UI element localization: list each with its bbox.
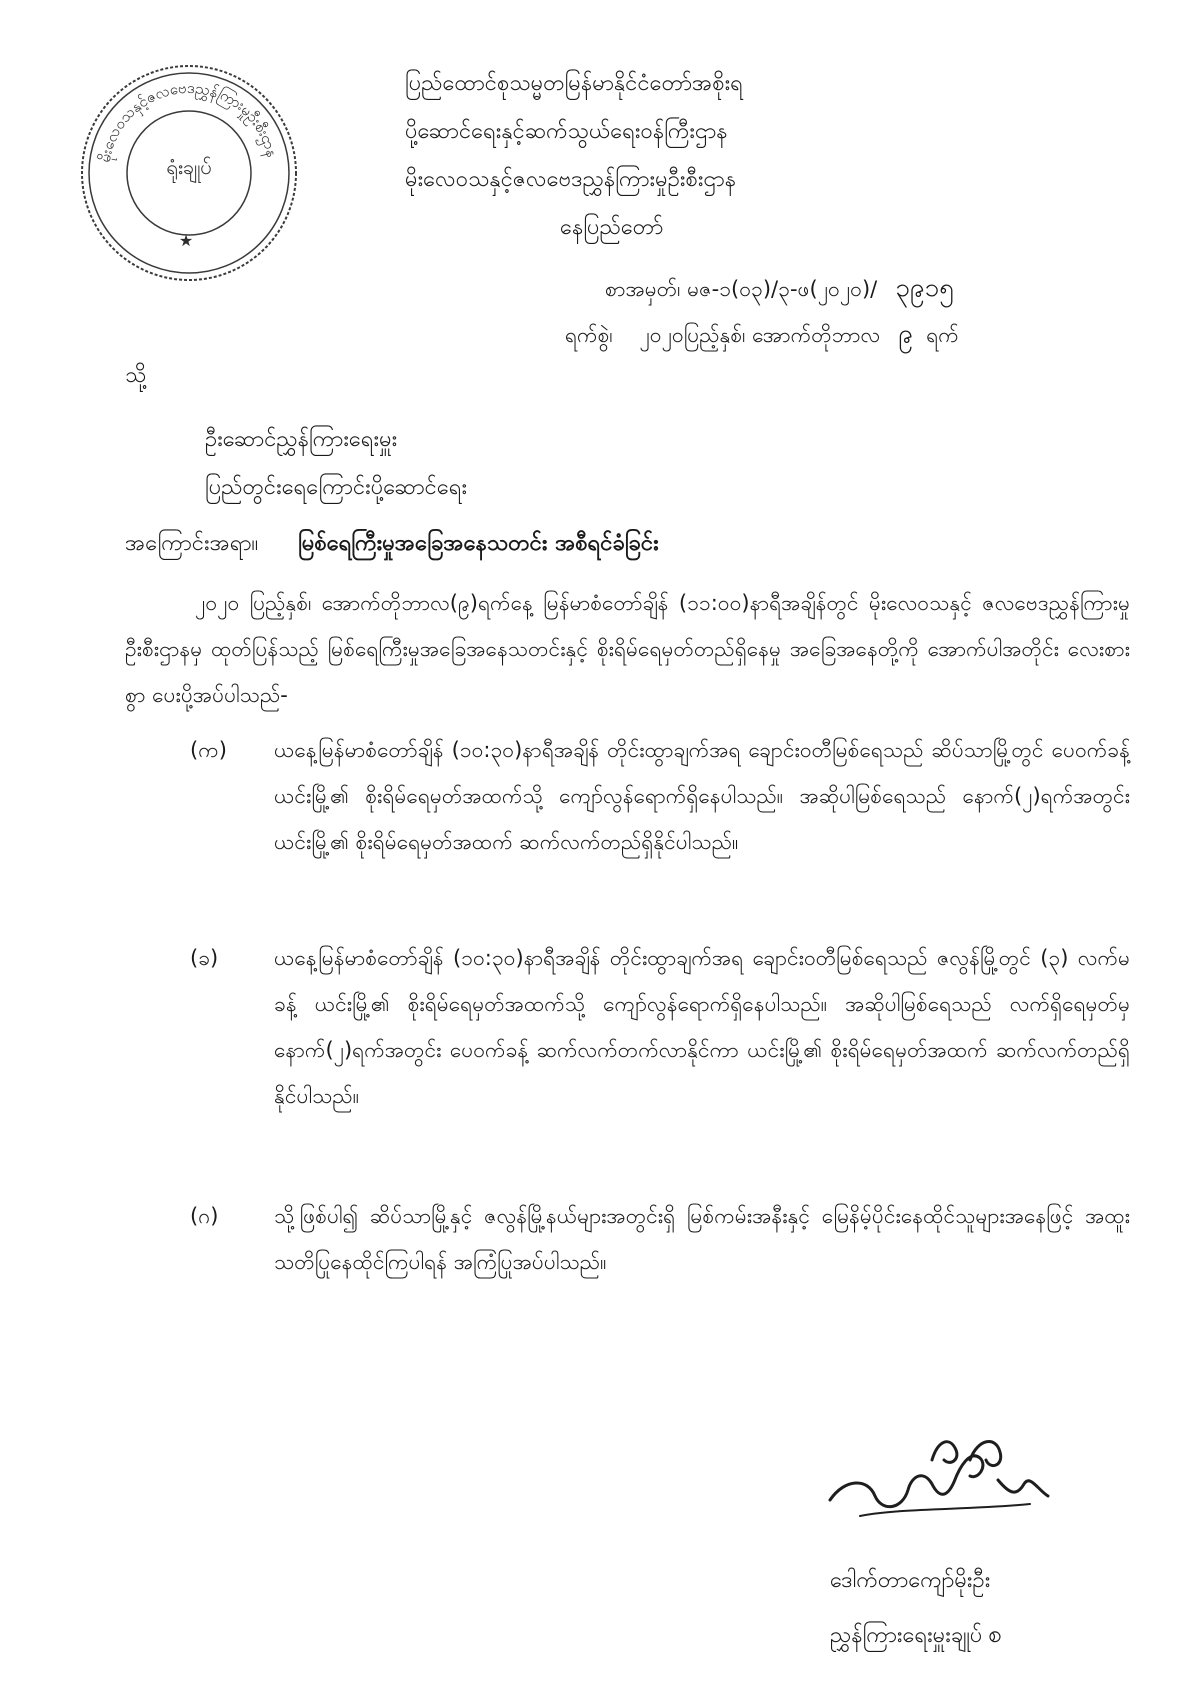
letterhead xyxy=(405,60,1105,252)
item-marker: (ခ) xyxy=(190,946,219,970)
header-government: ပြည်ထောင်စုသမ္မတမြန်မာနိုင်ငံတော်အစိုးရ xyxy=(405,71,743,96)
recipient-title: ဦးဆောင်ညွှန်ကြားရေးမှူး xyxy=(205,427,398,452)
svg-text:မိုးလေဝသနှင့်ဇလဗေဒညွှန်ကြားမှု xyxy=(96,79,282,165)
list-item xyxy=(190,935,1130,1119)
letter-date xyxy=(565,316,959,355)
signer-name: ဒေါက်တာကျော်မိုးဦး xyxy=(830,1568,991,1593)
signer-title-line xyxy=(830,1618,1002,1654)
item-marker: (ဂ) xyxy=(190,1204,219,1228)
seal-ring-text: မိုးလေဝသနှင့်ဇလဗေဒညွှန်ကြားမှုဦးစီးဌာန xyxy=(95,78,282,164)
reference-number xyxy=(605,270,954,309)
official-seal xyxy=(78,62,300,284)
item-text: သို့ဖြစ်ပါ၍ ဆိပ်သာမြို့နှင့် ဇလွန်မြို့နယ်များအတွင်းရှိ မြစ်ကမ်းအနီးနှင့် မြေနိမ့်ပိုင်းနေထိုင်သူများအနေဖြင့် အထူးသတိပြုနေထိုင်ကြပါရန် အကြံပြုအပ်ပါသည်။ xyxy=(274,1204,1130,1274)
reference-handwritten-number: ၃၉၁၅ xyxy=(895,273,954,303)
handwritten-signature xyxy=(820,1420,1060,1530)
item-text: ယနေ့မြန်မာစံတော်ချိန် (၁၀:၃၀)နာရီအချိန် တိုင်းထွာချက်အရ ချောင်းဝတီမြစ်ရေသည် ဇလွန်မြို့တွင် (၃) လက်မခန့် ယင်းမြို့၏ စိုးရိမ်ရေမှတ်အထက်သို့ ကျော်လွန်ရောက်ရှိနေပါသည်။ အဆိုပါမြစ်ရေသည် လက်ရှိရေမှတ်မှ နောက်(၂)ရက်အတွင်း ပေဝက်ခန့် ဆက်လက်တက်လာနိုင်ကာ ယင်းမြို့၏ စိုးရိမ်ရေမှတ်အထက် ဆက်လက်တည်ရှိနိုင်ပါသည်။ xyxy=(274,946,1130,1108)
signature-icon xyxy=(820,1420,1060,1530)
list-item xyxy=(190,1193,1130,1285)
header-ministry: ပို့ဆောင်ရေးနှင့်ဆက်သွယ်ရေးဝန်ကြီးဌာန xyxy=(405,119,728,144)
date-value: ၂၀၂၀ပြည့်နှစ်၊ အောက်တိုဘာလ xyxy=(639,323,881,347)
date-label: ရက်စွဲ၊ xyxy=(565,323,613,347)
signer-initial: စ xyxy=(988,1620,1002,1648)
signer-title: ညွှန်ကြားရေးမှူးချုပ် xyxy=(830,1623,983,1648)
recipient-organization: ပြည်တွင်းရေကြောင်းပို့ဆောင်ရေး xyxy=(205,475,468,500)
intro-text: ၂၀၂၀ ပြည့်နှစ်၊ အောက်တိုဘာလ(၉)ရက်နေ့ မြန်မာစံတော်ချိန် (၁၁:၀၀)နာရီအချိန်တွင် မိုးလေဝသနှင့် ဇလဗေဒညွှန်ကြားမှုဦးစီးဌာနမှ ထုတ်ပြန်သည့် မြစ်ရေကြီးမှုအခြေအနေသတင်းနှင့် စိုးရိမ်ရေမှတ်တည်ရှိနေမှု အခြေအနေတို့ကို အောက်ပါအတိုင်း လေးစားစွာ ပေးပို့အပ်ပါသည်- xyxy=(125,591,1130,707)
reference-label: စာအမှတ်၊ မဇ-၁(၀၃)/၃-ဖ(၂၀၂၀)/ xyxy=(605,277,878,301)
date-suffix: ရက် xyxy=(926,323,959,347)
seal-star-icon: ★ xyxy=(178,231,194,250)
date-handwritten-day: ၉ xyxy=(898,319,913,349)
subject-text: မြစ်ရေကြီးမှုအခြေအနေသတင်း အစီရင်ခံခြင်း xyxy=(298,531,659,556)
seal-center-text: ရုံးချုပ် xyxy=(166,155,212,179)
to-label: သို့ xyxy=(125,363,147,388)
seal-stamp-icon xyxy=(78,62,300,284)
subject-line xyxy=(125,528,659,561)
subject-label: အကြောင်းအရာ။ xyxy=(125,531,259,556)
item-marker: (က) xyxy=(190,738,227,762)
list-item xyxy=(190,727,1130,865)
header-department: မိုးလေဝသနှင့်ဇလဗေဒညွှန်ကြားမှုဦးစီးဌာန xyxy=(405,167,737,192)
item-text: ယနေ့မြန်မာစံတော်ချိန် (၁၀:၃၀)နာရီအချိန် တိုင်းထွာချက်အရ ချောင်းဝတီမြစ်ရေသည် ဆိပ်သာမြို့တွင် ပေဝက်ခန့် ယင်းမြို့၏ စိုးရိမ်ရေမှတ်အထက်သို့ ကျော်လွန်ရောက်ရှိနေပါသည်။ အဆိုပါမြစ်ရေသည် နောက်(၂)ရက်အတွင်း ယင်းမြို့၏ စိုးရိမ်ရေမှတ်အထက် ဆက်လက်တည်ရှိနိုင်ပါသည်။ xyxy=(274,738,1130,854)
header-capital: နေပြည်တော် xyxy=(560,215,664,240)
intro-paragraph xyxy=(125,580,1130,718)
